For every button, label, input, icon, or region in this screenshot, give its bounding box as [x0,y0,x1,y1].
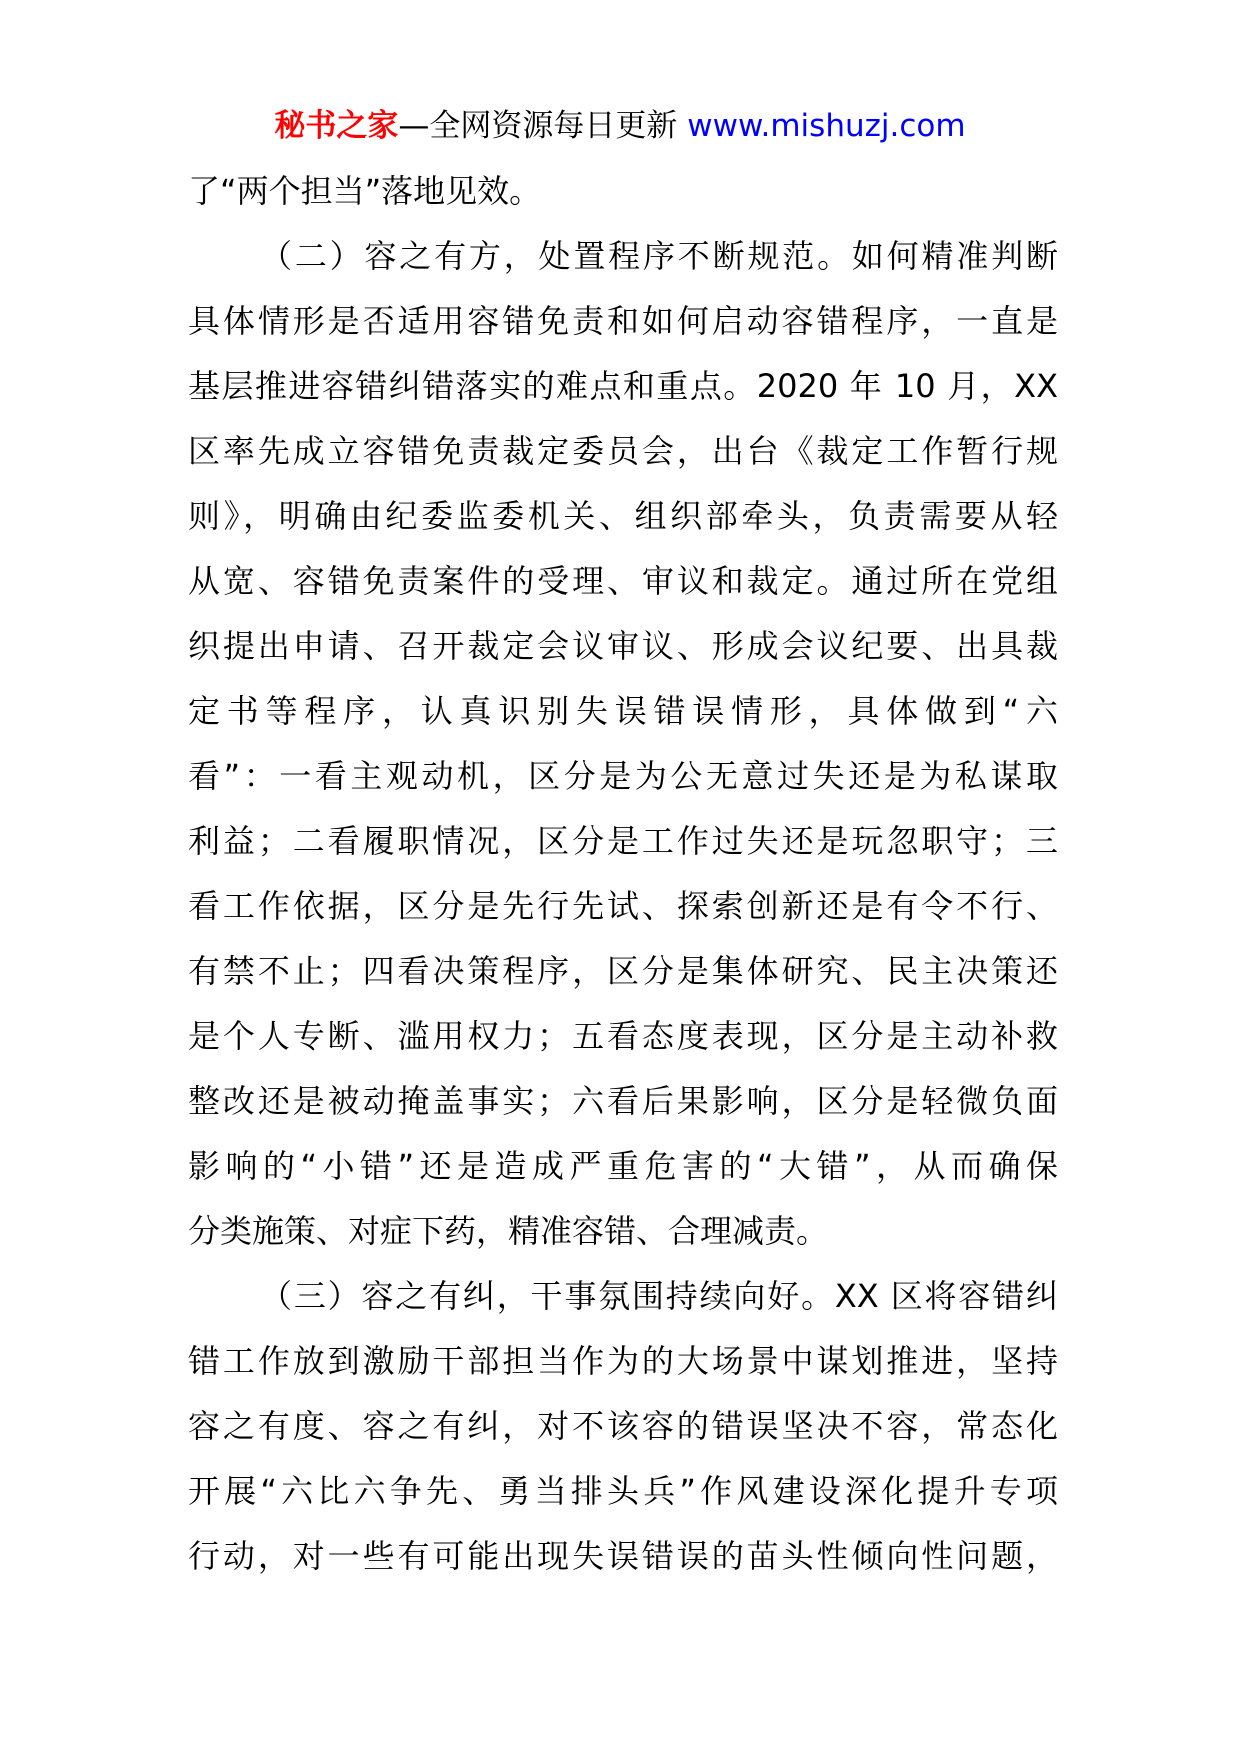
text-line: 基层推进容错纠错落实的难点和重点。2020 年 10 月，XX [188,367,1058,405]
site-tagline: —全网资源每日更新 [398,108,678,144]
text-line: 分类施策、对症下药，精准容错、合理减责。 [188,1212,829,1250]
text-line: 错工作放到激励干部担当作为的大场景中谋划推进，坚持 [188,1342,1058,1380]
text-line: 定书等程序，认真识别失误错误情形，具体做到“六 [188,692,1058,730]
site-brand: 秘书之家 [274,108,399,144]
text-line: （二）容之有方，处置程序不断规范。如何精准判断 [260,237,1058,275]
text-line: 容之有度、容之有纠，对不该容的错误坚决不容，常态化 [188,1407,1058,1445]
text-line: 区率先成立容错免责裁定委员会，出台《裁定工作暂行规 [188,432,1058,470]
text-line: 利益；二看履职情况，区分是工作过失还是玩忽职守；三 [188,822,1058,860]
text-line: 则》，明确由纪委监委机关、组织部牵头，负责需要从轻 [188,497,1058,535]
text-line: 行动，对一些有可能出现失误错误的苗头性倾向性问题， [188,1537,1058,1575]
text-line: （三）容之有纠，干事氛围持续向好。XX 区将容错纠 [260,1277,1058,1315]
text-line: 看工作依据，区分是先行先试、探索创新还是有令不行、 [188,887,1058,925]
text-line: 具体情形是否适用容错免责和如何启动容错程序，一直是 [188,302,1058,340]
text-line: 织提出申请、召开裁定会议审议、形成会议纪要、出具裁 [188,627,1058,665]
site-header [0,104,1240,148]
text-line: 从宽、容错免责案件的受理、审议和裁定。通过所在党组 [188,562,1058,600]
text-line: 是个人专断、滥用权力；五看态度表现，区分是主动补救 [188,1017,1058,1055]
text-line: 开展“六比六争先、勇当排头兵”作风建设深化提升专项 [188,1472,1058,1510]
site-url-link[interactable]: www.mishuzj.com [687,108,966,144]
text-line: 整改还是被动掩盖事实；六看后果影响，区分是轻微负面 [188,1082,1058,1120]
text-line: 了“两个担当”落地见效。 [188,172,542,210]
text-line: 有禁不止；四看决策程序，区分是集体研究、民主决策还 [188,952,1058,990]
text-line: 看”：一看主观动机，区分是为公无意过失还是为私谋取 [188,757,1058,795]
text-line: 影响的“小错”还是造成严重危害的“大错”，从而确保 [188,1147,1058,1185]
